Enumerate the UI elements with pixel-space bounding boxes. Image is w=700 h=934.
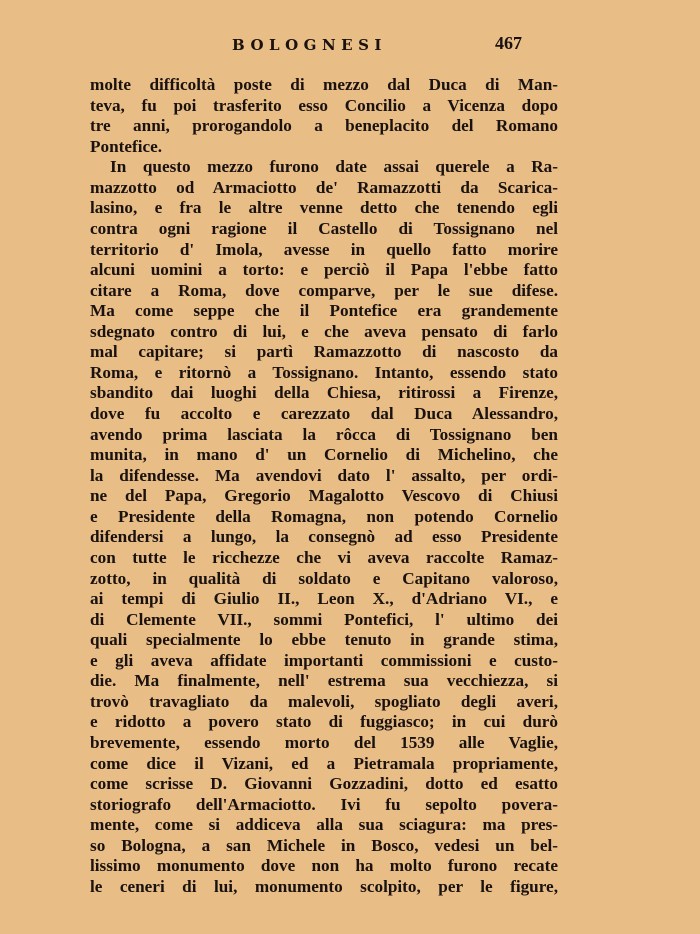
text-line: so Bologna, a san Michele in Bosco, vedesi un bel- — [90, 835, 558, 855]
page-number: 467 — [495, 33, 522, 53]
text-line: di Clemente VII., sommi Pontefici, l' ultimo dei — [90, 609, 558, 629]
text-line: zotto, in qualità di soldato e Capitano valoroso, — [90, 568, 558, 588]
text-line: trovò travagliato da malevoli, spogliato degli averi, — [90, 691, 558, 711]
text-line: lissimo monumento dove non ha molto furono recate — [90, 856, 558, 876]
text-line: e Presidente della Romagna, non potendo Cornelio — [90, 506, 558, 526]
text-line: lasino, e fra le altre venne detto che tenendo egli — [90, 198, 558, 218]
text-line: mazzotto od Armaciotto de' Ramazzotti da Scarica- — [90, 177, 558, 197]
text-line: tre anni, prorogandolo a beneplacito del Romano — [90, 116, 558, 136]
text-line: Ma come seppe che il Pontefice era grandemente — [90, 301, 558, 321]
text-line: con tutte le ricchezze che vi aveva raccolte Ramaz- — [90, 547, 558, 567]
text-line: territorio d' Imola, avesse in quello fatto morire — [90, 239, 558, 259]
text-line: citare a Roma, dove comparve, per le sue difese. — [90, 280, 558, 300]
text-line: mal capitare; si partì Ramazzotto di nascosto da — [90, 342, 558, 362]
text-line: die. Ma finalmente, nell' estrema sua vecchiezza, si — [90, 671, 558, 691]
text-line: come scrisse D. Giovanni Gozzadini, dotto ed esatto — [90, 774, 558, 794]
text-line: quali specialmente lo ebbe tenuto in grande stima, — [90, 630, 558, 650]
text-line: la difendesse. Ma avendovi dato l' assalto, per ordi- — [90, 465, 558, 485]
running-title: BOLOGNESI — [232, 36, 387, 54]
text-line: ai tempi di Giulio II., Leon X., d'Adriano VI., e — [90, 589, 558, 609]
text-line: teva, fu poi trasferito esso Concilio a Vicenza dopo — [90, 95, 558, 115]
text-line: mente, come si addiceva alla sua sciagura: ma pres- — [90, 815, 558, 835]
text-line: e gli aveva affidate importanti commissioni e custo- — [90, 650, 558, 670]
text-line: e ridotto a povero stato di fuggiasco; in cui durò — [90, 712, 558, 732]
text-line: avendo prima lasciata la rôcca di Tossignano ben — [90, 424, 558, 444]
text-line: dove fu accolto e carezzato dal Duca Alessandro, — [90, 404, 558, 423]
text-line: In questo mezzo furono date assai querele a Ra- — [110, 157, 558, 177]
text-line: alcuni uomini a torto: e perciò il Papa l'ebbe fatto — [90, 260, 558, 280]
body-text — [90, 75, 558, 898]
text-line: brevemente, essendo morto del 1539 alle Vaglie, — [90, 733, 558, 752]
text-line: sdegnato contro di lui, e che aveva pensato di farlo — [90, 321, 558, 341]
text-line: munita, in mano d' un Cornelio di Michelino, che — [90, 445, 558, 465]
text-line: sbandito dai luoghi della Chiesa, ritirossi a Firenze, — [90, 383, 558, 403]
text-line: come dice il Vizani, ed a Pietramala propriamente, — [90, 753, 558, 773]
text-line: Pontefice. — [90, 136, 163, 156]
text-line: storiografo dell'Armaciotto. Ivi fu sepolto povera- — [90, 794, 558, 814]
text-line: contra ogni ragione il Castello di Tossignano nel — [90, 218, 558, 238]
text-line: ne del Papa, Gregorio Magalotto Vescovo di Chiusi — [90, 486, 558, 506]
text-line: Roma, e ritornò a Tossignano. Intanto, essendo stato — [90, 362, 558, 382]
text-line: le ceneri di lui, monumento scolpito, per le figure, — [90, 876, 558, 896]
text-line: difendersi a lungo, la consegnò ad esso Presidente — [90, 527, 558, 547]
text-line: molte difficoltà poste di mezzo dal Duca di Man- — [90, 75, 558, 94]
